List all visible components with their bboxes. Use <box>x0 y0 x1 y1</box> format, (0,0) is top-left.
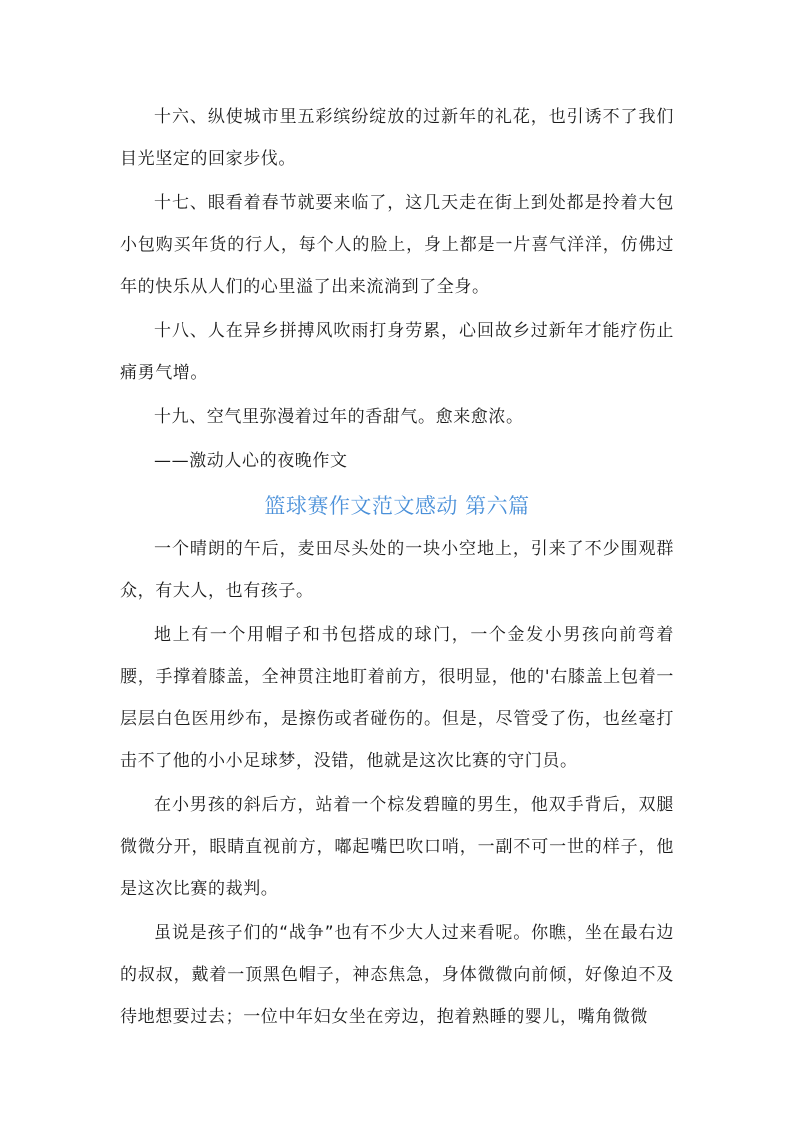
paragraph-16: 十六、纵使城市里五彩缤纷绽放的过新年的礼花，也引诱不了我们目光坚定的回家步伐。 <box>120 107 674 169</box>
section-heading: 篮球赛作文范文感动 第六篇 <box>264 494 530 518</box>
paragraph-17: 十七、眼看着春节就要来临了，这几天走在街上到处都是拎着大包小包购买年货的行人，每个人的脸上，身上都是一片喜气洋洋，仿佛过年的快乐从人们的心里溢了出来流淌到了全身。 <box>120 193 674 297</box>
story-paragraph-2: 地上有一个用帽子和书包搭成的球门，一个金发小男孩向前弯着腰，手撑着膝盖，全神贯注地盯着前方，很明显，他的'右膝盖上包着一层层白色医用纱布，是擦伤或者碰伤的。但是，尽管受了伤，也丝毫打击不了他的小小足球梦，没错，他就是这次比赛的守门员。 <box>120 625 674 771</box>
story-paragraph-1: 一个晴朗的午后，麦田尽头处的一块小空地上，引来了不少围观群众，有大人，也有孩子。 <box>120 539 674 601</box>
story-paragraph-4: 虽说是孩子们的“战争”也有不少大人过来看呢。你瞧，坐在最右边的叔叔，戴着一顶黑色帽子，神态焦急，身体微微向前倾，好像迫不及待地想要过去；一位中年妇女坐在旁边，抱着熟睡的婴儿，嘴角微微 <box>120 923 674 1027</box>
paragraph-19: 十九、空气里弥漫着过年的香甜气。愈来愈浓。 <box>154 407 524 427</box>
story-paragraph-3: 在小男孩的斜后方，站着一个棕发碧瞳的男生，他双手背后，双腿微微分开，眼睛直视前方，嘟起嘴巴吹口哨，一副不可一世的样子，他是这次比赛的裁判。 <box>120 795 674 899</box>
paragraph-18: 十八、人在异乡拼搏风吹雨打身劳累，心回故乡过新年才能疗伤止痛勇气增。 <box>120 321 674 383</box>
source-note: ——激动人心的夜晚作文 <box>154 451 348 471</box>
